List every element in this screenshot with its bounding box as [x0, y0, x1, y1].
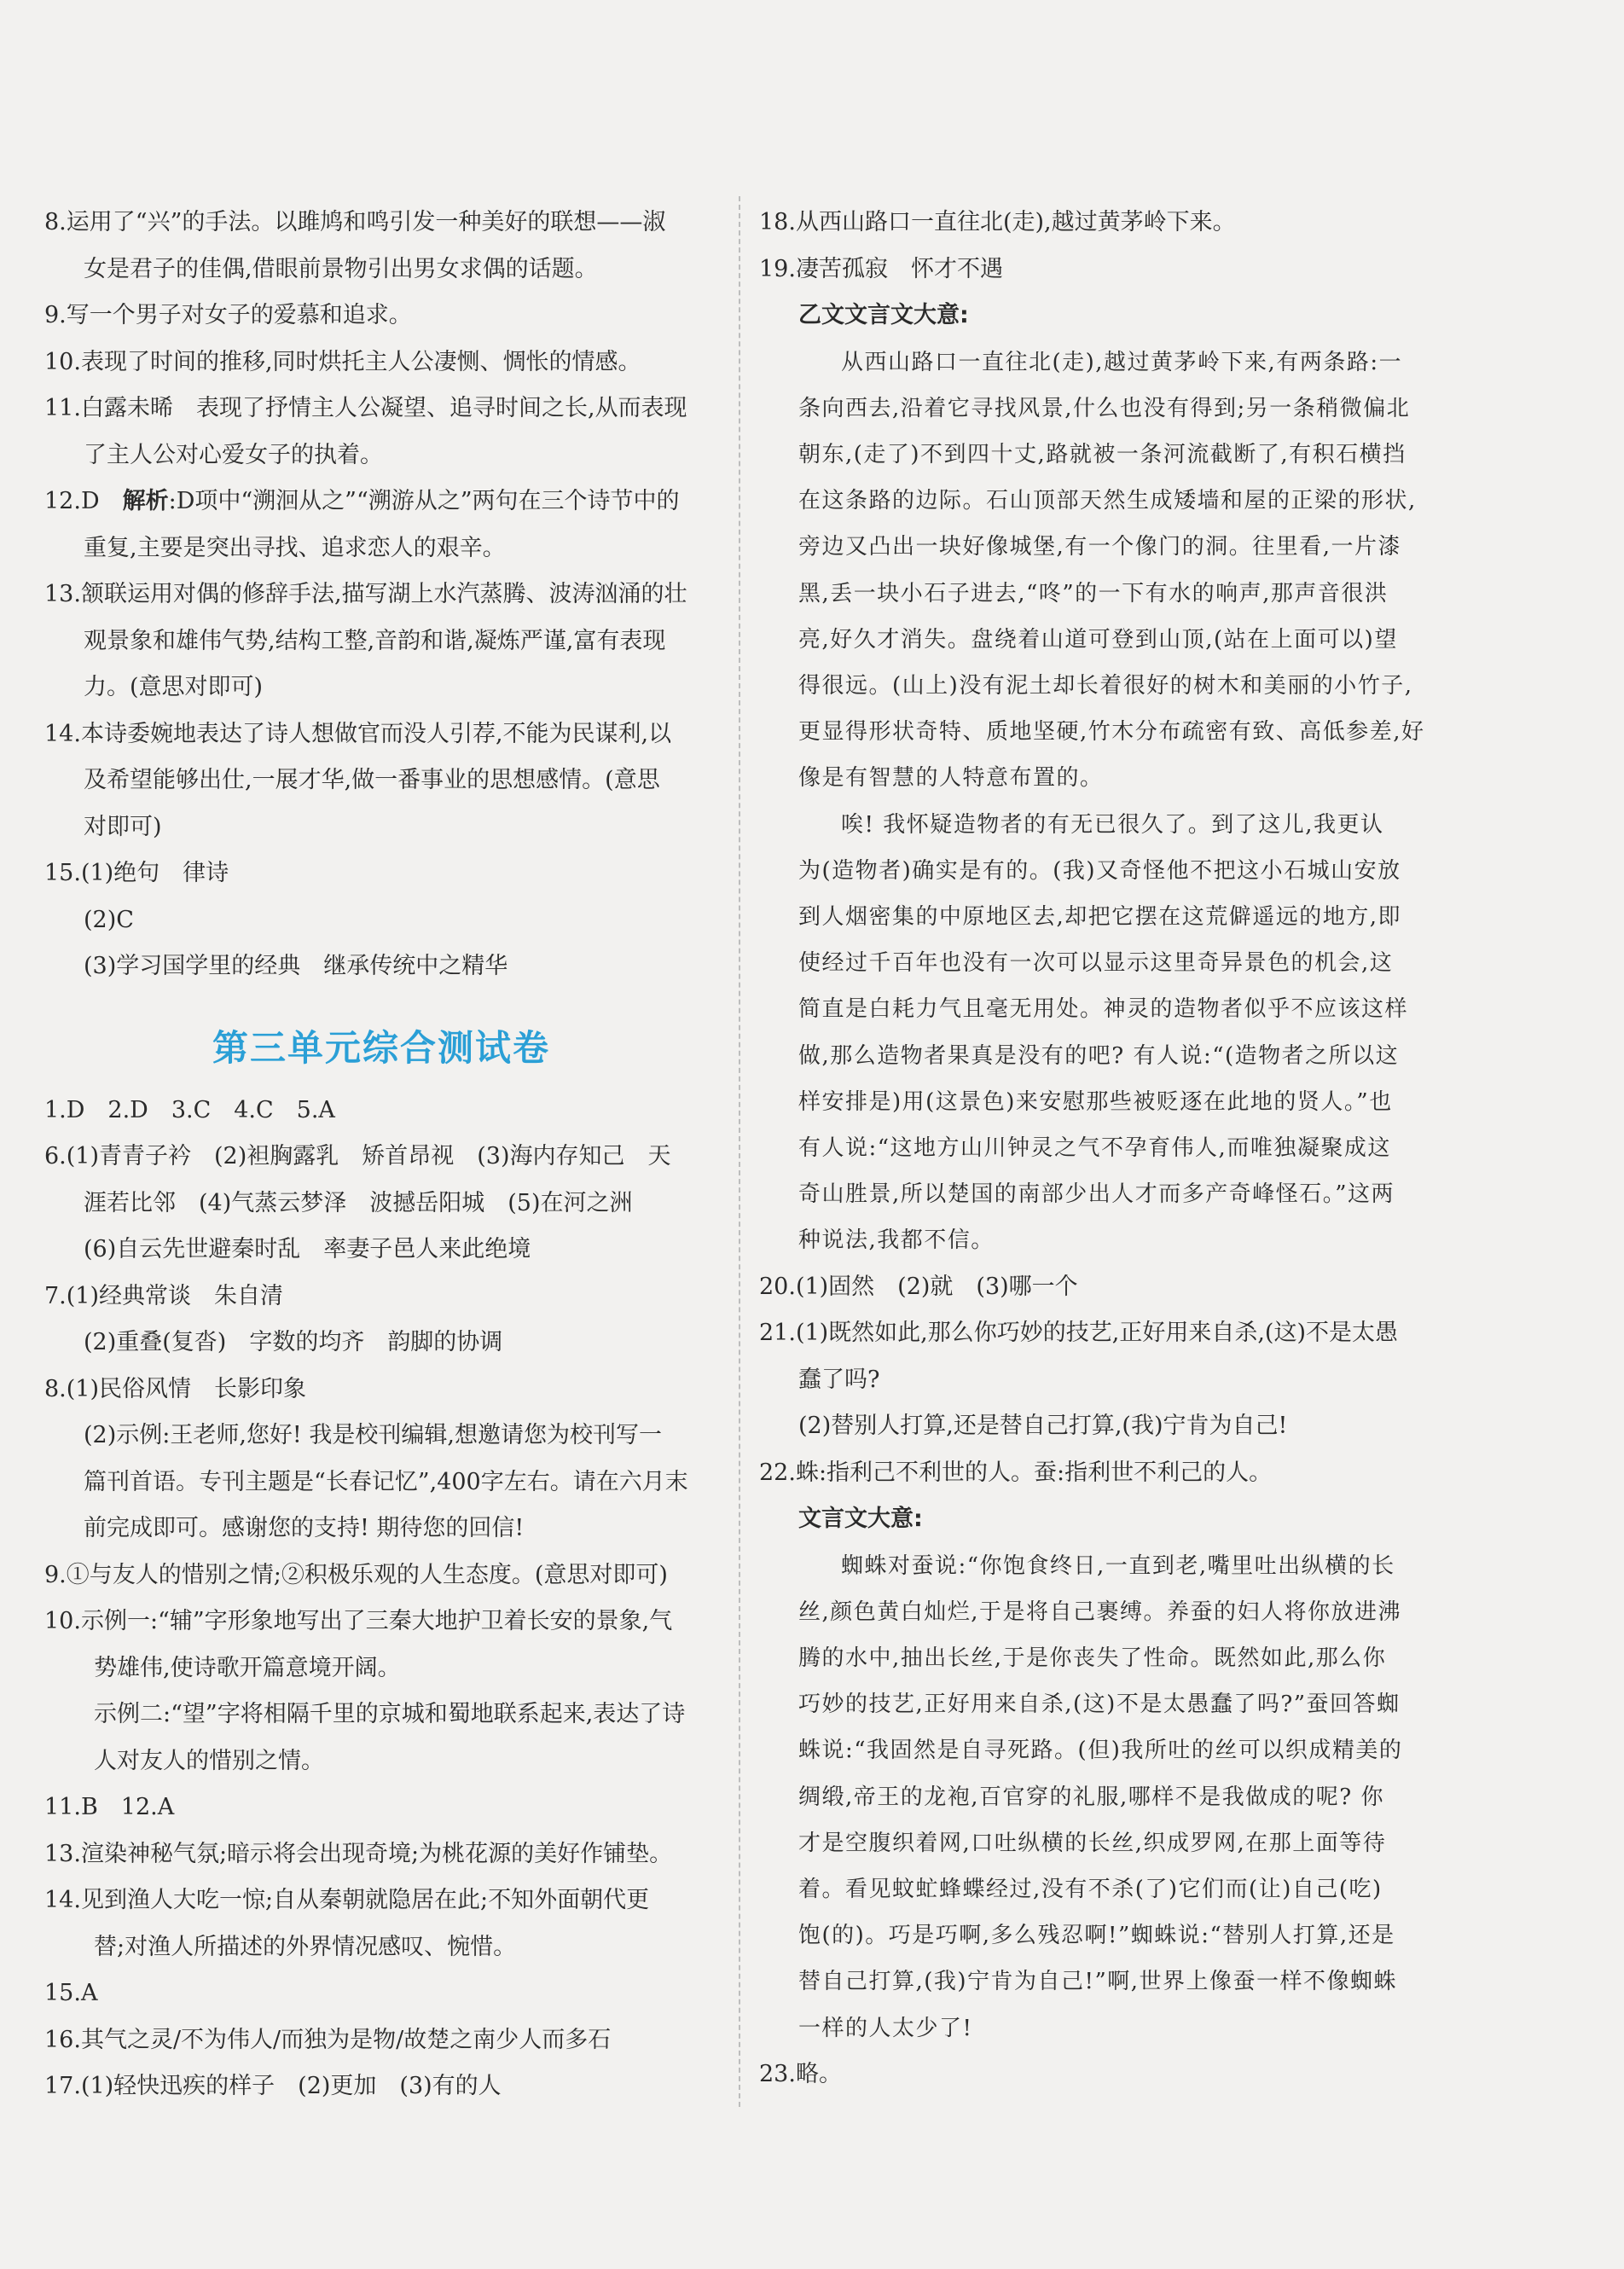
- answer-line: 14.本诗委婉地表达了诗人想做官而没人引荐,不能为民谋利,以: [44, 720, 672, 747]
- analysis-text: :D项中“溯洄从之”“溯游从之”两句在三个诗节中的: [168, 488, 680, 514]
- answer-line: 替;对渔人所描述的外界情况感叹、惋惜。: [94, 1933, 517, 1960]
- answer-line: 20.(1)固然 (2)就 (3)哪一个: [759, 1273, 1078, 1300]
- translation-line: 黑,丢一块小石子进去,“咚”的一下有水的响声,那声音很洪: [798, 580, 1389, 606]
- answer-line: 8.运用了“兴”的手法。以雎鸠和鸣引发一种美好的联想——淑: [44, 209, 666, 235]
- translation-line: 替自己打算,(我)宁肯为自己!”啊,世界上像蚕一样不像蜘蛛: [798, 1969, 1398, 1995]
- answer-line: 11.白露未晞 表现了抒情主人公凝望、追寻时间之长,从而表现: [44, 395, 687, 421]
- translation-line: 更显得形状奇特、质地坚硬,竹木分布疏密有致、高低参差,好: [798, 719, 1425, 746]
- answer-line: 22.蛛:指利己不利世的人。蚕:指利世不利己的人。: [759, 1459, 1273, 1486]
- translation-line: 做,那么造物者果真是没有的吧? 有人说:“(造物者之所以这: [798, 1042, 1400, 1069]
- translation-heading: 文言文大意:: [798, 1506, 923, 1533]
- translation-line: 朝东,(走了)不到四十丈,路就被一条河流截断了,有积石横挡: [798, 441, 1406, 467]
- translation-line: 在这条路的边际。石山顶部天然生成矮墙和屋的正梁的形状,: [798, 488, 1417, 514]
- answer-line: 女是君子的佳偶,借眼前景物引出男女求偶的话题。: [84, 255, 598, 282]
- translation-line: 亮,好久才消失。盘绕着山道可登到山顶,(站在上面可以)望: [798, 626, 1398, 653]
- answer-line: 6.(1)青青子衿 (2)袒胸露乳 矫首昂视 (3)海内存知己 天: [44, 1143, 671, 1169]
- answer-line: 14.见到渔人大吃一惊;自从秦朝就隐居在此;不知外面朝代更: [44, 1887, 650, 1913]
- answer-line: 23.略。: [759, 2060, 842, 2087]
- translation-line: 饱(的)。巧是巧啊,多么残忍啊!”蜘蛛说:“替别人打算,还是: [798, 1923, 1395, 1949]
- answer-line: 力。(意思对即可): [84, 674, 264, 700]
- translation-line: 到人烟密集的中原地区去,却把它摆在这荒僻遥远的地方,即: [798, 903, 1402, 930]
- translation-line: 一样的人太少了!: [798, 2015, 973, 2041]
- translation-line: 蛛说:“我固然是自寻死路。(但)我所吐的丝可以织成精美的: [798, 1738, 1403, 1764]
- translation-line: 唉! 我怀疑造物者的有无已很久了。到了这儿,我更认: [841, 811, 1384, 838]
- translation-line: 简直是白耗力气且毫无用处。神灵的造物者似乎不应该这样: [798, 996, 1409, 1023]
- answer-line: 16.其气之灵/不为伟人/而独为是物/故楚之南少人而多石: [44, 2026, 612, 2053]
- translation-heading: 乙文文言文大意:: [798, 302, 969, 328]
- translation-line: 样安排是)用(这景色)来安慰那些被贬逐在此地的贤人。”也: [798, 1088, 1393, 1115]
- answer-line: 观景象和雄伟气势,结构工整,音韵和谐,凝炼严谨,富有表现: [84, 627, 666, 654]
- translation-line: 旁边又凸出一块好像城堡,有一个像门的洞。往里看,一片漆: [798, 534, 1402, 560]
- answer-line: 篇刊首语。专刊主题是“长春记忆”,400字左右。请在六月末: [84, 1468, 688, 1495]
- answer-line: 前完成即可。感谢您的支持! 期待您的回信!: [84, 1515, 525, 1541]
- answer-line: 7.(1)经典常谈 朱自清: [44, 1282, 284, 1309]
- answer-line: 示例二:“望”字将相隔千里的京城和蜀地联系起来,表达了诗: [94, 1701, 686, 1727]
- translation-line: 像是有智慧的人特意布置的。: [798, 765, 1104, 792]
- translation-line: 绸缎,帝王的龙袍,百官穿的礼服,哪样不是我做成的呢? 你: [798, 1784, 1384, 1810]
- answer-line: 9.写一个男子对女子的爱慕和追求。: [44, 302, 412, 328]
- answer-line: (2)替别人打算,还是替自己打算,(我)宁肯为自己!: [798, 1413, 1288, 1440]
- answer-line: 17.(1)轻快迅疾的样子 (2)更加 (3)有的人: [44, 2073, 502, 2099]
- answer-line: 及希望能够出仕,一展才华,做一番事业的思想感情。(意思: [84, 767, 660, 793]
- translation-line: 蜘蛛对蚕说:“你饱食终日,一直到老,嘴里吐出纵横的长: [841, 1552, 1395, 1579]
- answer-line: 1.D 2.D 3.C 4.C 5.A: [44, 1096, 335, 1123]
- answer-line: 对即可): [84, 813, 162, 840]
- answer-line: 蠢了吗?: [798, 1366, 880, 1393]
- answer-line: 10.表现了时间的推移,同时烘托主人公凄恻、惆怅的情感。: [44, 348, 641, 375]
- answer-line: 人对友人的惜别之情。: [94, 1747, 324, 1774]
- translation-line: 巧妙的技艺,正好用来自杀,(这)不是太愚蠢了吗?”蚕回答蜘: [798, 1692, 1401, 1718]
- answer-line: 了主人公对心爱女子的执着。: [84, 441, 383, 468]
- translation-line: 从西山路口一直往北(走),越过黄茅岭下来,有两条路:一: [841, 349, 1403, 375]
- translation-line: 着。看见蚊虻蜂蝶经过,没有不杀(了)它们而(让)自己(吃): [798, 1876, 1383, 1902]
- translation-line: 腾的水中,抽出长丝,于是你丧失了性命。既然如此,那么你: [798, 1645, 1387, 1671]
- answer-line: 重复,主要是突出寻找、追求恋人的艰辛。: [84, 534, 506, 561]
- translation-line: 得很远。(山上)没有泥土却长着很好的树木和美丽的小竹子,: [798, 672, 1413, 699]
- analysis-label: 解析: [122, 488, 169, 514]
- right-column: [759, 200, 1452, 2098]
- answer-line: 10.示例一:“辅”字形象地写出了三秦大地护卫着长安的景象,气: [44, 1608, 673, 1634]
- answer-line: 13.颔联运用对偶的修辞手法,描写湖上水汽蒸腾、波涛汹涌的壮: [44, 581, 687, 607]
- translation-line: 条向西去,沿着它寻找风景,什么也没有得到;另一条稍微偏北: [798, 395, 1411, 421]
- translation-line: 奇山胜景,所以楚国的南部少出人才而多产奇峰怪石。”这两: [798, 1181, 1395, 1208]
- translation-line: 使经过千百年也没有一次可以显示这里奇异景色的机会,这: [798, 950, 1394, 977]
- translation-line: 为(造物者)确实是有的。(我)又奇怪他不把这小石城山安放: [798, 857, 1401, 884]
- answer-line: 21.(1)既然如此,那么你巧妙的技艺,正好用来自杀,(这)不是太愚: [759, 1320, 1398, 1347]
- answer-line: (3)学习国学里的经典 继承传统中之精华: [84, 953, 508, 979]
- answer-line: 18.从西山路口一直往北(走),越过黄茅岭下来。: [759, 209, 1236, 235]
- left-column: [44, 200, 718, 2110]
- answer-number: 12.D: [44, 488, 123, 514]
- answer-line: 15.A: [44, 1980, 98, 2006]
- answer-line: 13.渲染神秘气氛;暗示将会出现奇境;为桃花源的美好作铺垫。: [44, 1840, 673, 1867]
- answer-line: (2)示例:王老师,您好! 我是校刊编辑,想邀请您为校刊写一: [84, 1422, 662, 1448]
- answer-line: 11.B 12.A: [44, 1794, 175, 1820]
- section-title: 第三单元综合测试卷: [212, 1026, 550, 1069]
- answer-line: 涯若比邻 (4)气蒸云梦泽 波撼岳阳城 (5)在河之洲: [84, 1189, 633, 1216]
- answer-line: [44, 479, 718, 525]
- answer-line: 19.凄苦孤寂 怀才不遇: [759, 255, 1003, 282]
- answer-line: 15.(1)绝句 律诗: [44, 860, 229, 886]
- answer-line: 9.①与友人的惜别之情;②积极乐观的人生态度。(意思对即可): [44, 1561, 668, 1588]
- translation-line: 种说法,我都不信。: [798, 1227, 995, 1254]
- answer-line: 8.(1)民俗风情 长影印象: [44, 1375, 307, 1402]
- answer-line: 势雄伟,使诗歌开篇意境开阔。: [94, 1654, 401, 1681]
- translation-line: 有人说:“这地方山川钟灵之气不孕育伟人,而唯独凝聚成这: [798, 1134, 1391, 1161]
- translation-line: 才是空腹织着网,口吐纵横的长丝,织成罗网,在那上面等待: [798, 1830, 1387, 1856]
- answer-line: (2)C: [84, 906, 134, 933]
- answer-line: (2)重叠(复沓) 字数的均齐 韵脚的协调: [84, 1329, 503, 1355]
- answer-line: (6)自云先世避秦时乱 率妻子邑人来此绝境: [84, 1236, 531, 1262]
- column-divider: [739, 196, 740, 2107]
- translation-line: 丝,颜色黄白灿烂,于是将自己裹缚。养蚕的妇人将你放进沸: [798, 1599, 1402, 1625]
